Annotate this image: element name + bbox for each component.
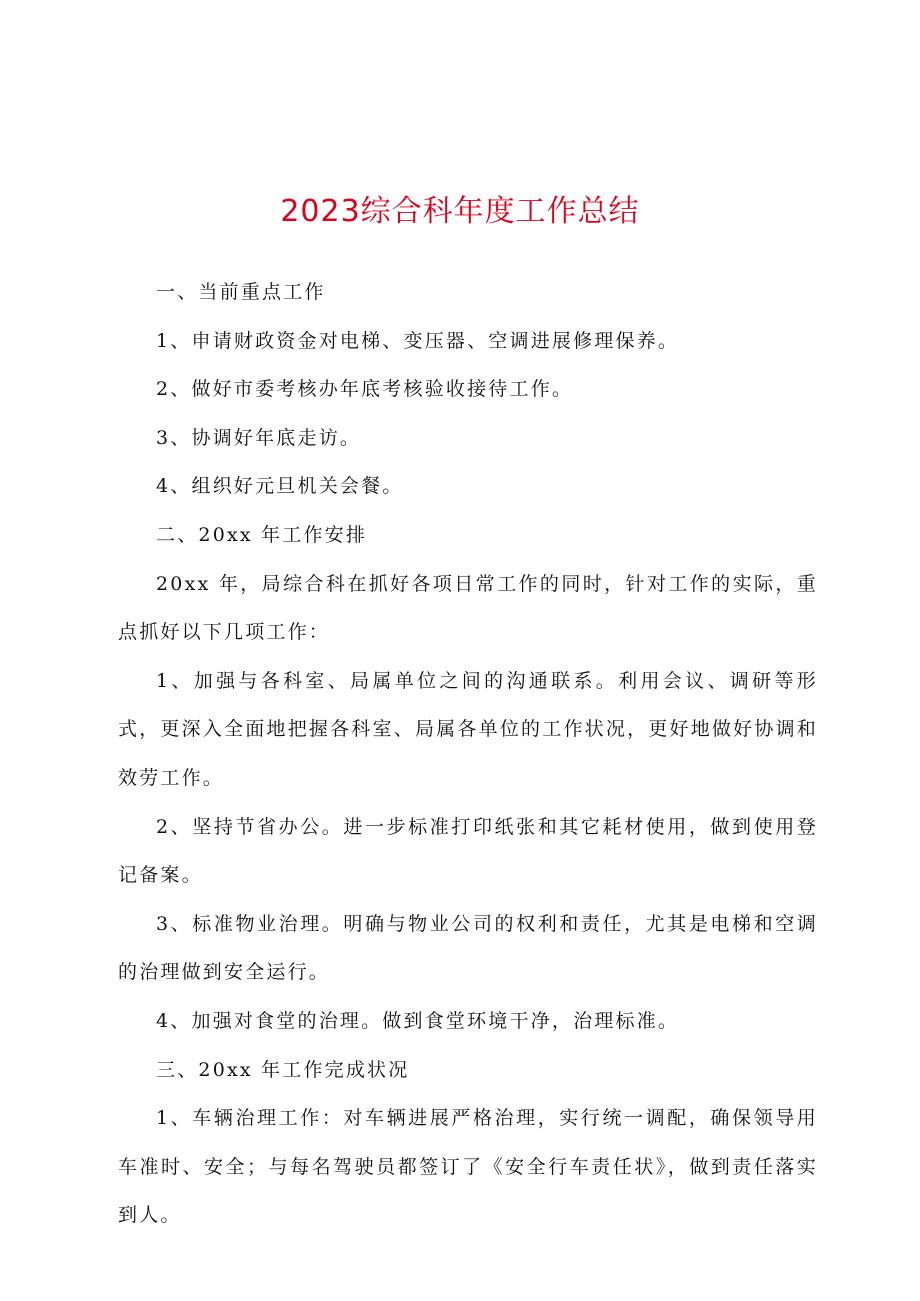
list-item: 4、加强对食堂的治理。做到食堂环境干净，治理标准。 [156, 1009, 680, 1032]
section-heading-current-work: 一、当前重点工作 [156, 281, 326, 303]
list-item: 2、坚持节省办公。进一步标准打印纸张和其它耗材使用，做到使用登记备案。 [118, 815, 818, 887]
section-heading-work-plan: 二、20xx 年工作安排 [156, 523, 368, 546]
list-item: 3、协调好年底走访。 [156, 426, 362, 449]
list-item: 1、加强与各科室、局属单位之间的沟通联系。利用会议、调研等形式，更深入全面地把握各科室、局属各单位的工作状况，更好地做好协调和效劳工作。 [118, 669, 818, 789]
paragraph: 20xx 年，局综合科在抓好各项日常工作的同时，针对工作的实际，重点抓好以下几项工作： [118, 572, 818, 644]
list-item: 1、申请财政资金对电梯、变压器、空调进展修理保养。 [156, 329, 680, 352]
list-item: 3、标准物业治理。明确与物业公司的权利和责任，尤其是电梯和空调的治理做到安全运行。 [118, 912, 818, 984]
section-heading-work-completion: 三、20xx 年工作完成状况 [156, 1058, 410, 1081]
document-title: 2023综合科年度工作总结 [280, 194, 640, 229]
list-item: 1、车辆治理工作：对车辆进展严格治理，实行统一调配，确保领导用车准时、安全；与每名驾驶员都签订了《安全行车责任状》，做到责任落实到人。 [118, 1107, 818, 1227]
list-item: 2、做好市委考核办年底考核验收接待工作。 [156, 378, 574, 401]
document-body [118, 268, 818, 1240]
list-item: 4、组织好元旦机关会餐。 [156, 475, 404, 498]
